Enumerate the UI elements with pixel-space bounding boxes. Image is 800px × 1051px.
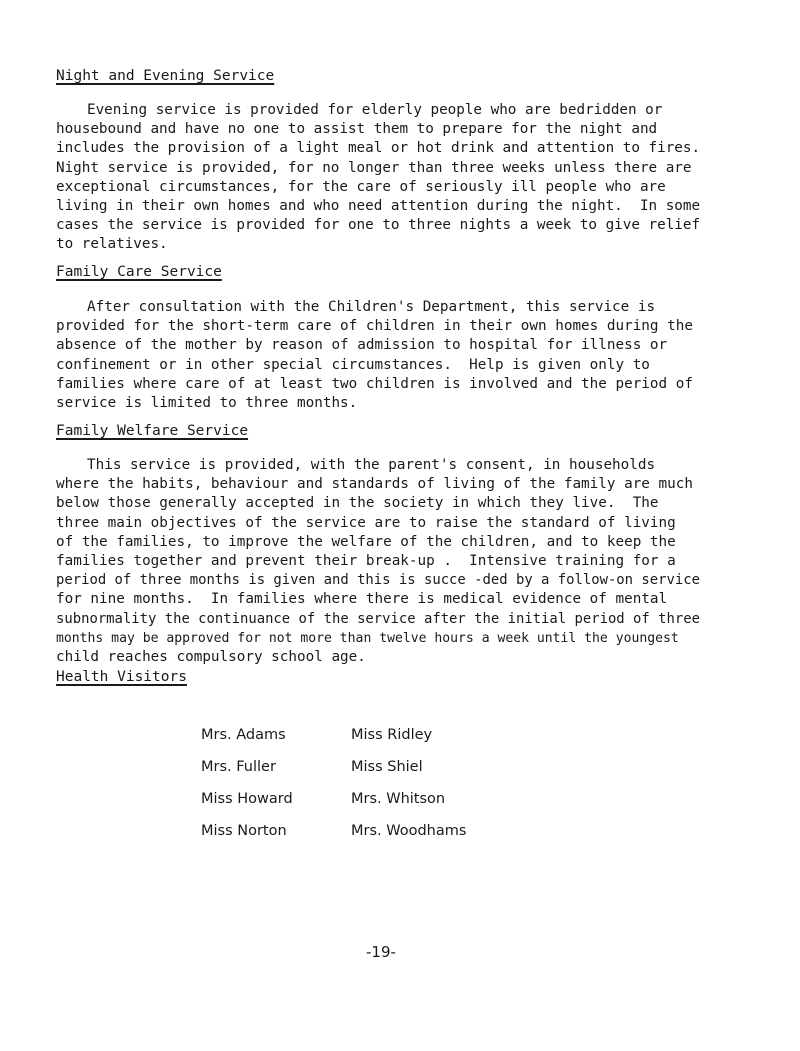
paragraph-line: subnormality the continuance of the service after the initial period of three <box>56 610 700 627</box>
visitor-name: Mrs. Fuller <box>201 759 276 775</box>
paragraph-line: families together and prevent their break-up . Intensive training for a <box>56 553 676 570</box>
list-item <box>201 790 521 822</box>
page-number: -19- <box>366 943 396 961</box>
paragraph-line: cases the service is provided for one to three nights a week to give relief <box>56 217 701 234</box>
list-item <box>201 822 521 854</box>
list-item <box>201 758 521 790</box>
paragraph-line: three main objectives of the service are to raise the standard of living <box>56 514 676 531</box>
paragraph-family-care <box>56 298 746 413</box>
paragraph-line: absence of the mother by reason of admission to hospital for illness or <box>56 337 668 354</box>
paragraph-line: Night service is provided, for no longer than three weeks unless there are <box>56 159 692 176</box>
visitor-name: Miss Ridley <box>351 727 433 743</box>
paragraph-line: living in their own homes and who need attention during the night. In some <box>56 198 701 215</box>
visitor-name: Mrs. Whitson <box>351 791 446 807</box>
visitor-name: Miss Norton <box>201 823 287 839</box>
visitor-name: Mrs. Adams <box>201 727 286 743</box>
paragraph-line: includes the provision of a light meal or hot drink and attention to fires. <box>56 140 701 157</box>
paragraph-line: for nine months. In families where there is medical evidence of mental <box>56 591 668 608</box>
paragraph-line: confinement or in other special circumstances. Help is given only to <box>56 356 650 373</box>
paragraph-line: of the families, to improve the welfare of the children, and to keep the <box>56 533 676 550</box>
paragraph-line: After consultation with the Children's Department, this service is <box>87 299 656 315</box>
paragraph-line: service is limited to three months. <box>56 395 358 412</box>
section-heading-family-care: Family Care Service <box>56 264 222 280</box>
paragraph-family-welfare <box>56 456 746 667</box>
paragraph-line: This service is provided, with the parent's consent, in households <box>87 457 656 473</box>
visitor-name: Miss Howard <box>201 791 293 807</box>
list-item <box>201 726 521 758</box>
paragraph-line: child reaches compulsory school age. <box>56 649 366 666</box>
paragraph-night-evening <box>56 101 746 255</box>
paragraph-line: families where care of at least two children is involved and the period of <box>56 375 693 392</box>
paragraph-line: below those generally accepted in the society in which they live. The <box>56 495 659 512</box>
paragraph-line: provided for the short-term care of children in their own homes during the <box>56 318 693 335</box>
paragraph-line: to relatives. <box>56 236 168 253</box>
paragraph-line: housebound and have no one to assist them to prepare for the night and <box>56 121 658 138</box>
section-heading-health-visitors: Health Visitors <box>56 669 187 685</box>
section-heading-night-evening: Night and Evening Service <box>56 68 275 84</box>
health-visitors-list <box>201 726 521 854</box>
paragraph-line: months may be approved for not more than twelve hours a week until the youngest <box>56 630 679 646</box>
section-heading-family-welfare: Family Welfare Service <box>56 423 249 439</box>
paragraph-line: exceptional circumstances, for the care of seriously ill people who are <box>56 178 666 195</box>
visitor-name: Mrs. Woodhams <box>351 823 467 839</box>
visitor-name: Miss Shiel <box>351 759 423 775</box>
paragraph-line: period of three months is given and this is succe -ded by a follow-on service <box>56 572 700 589</box>
paragraph-line: Evening service is provided for elderly people who are bedridden or <box>87 102 663 118</box>
paragraph-line: where the habits, behaviour and standards of living of the family are much <box>56 476 693 493</box>
